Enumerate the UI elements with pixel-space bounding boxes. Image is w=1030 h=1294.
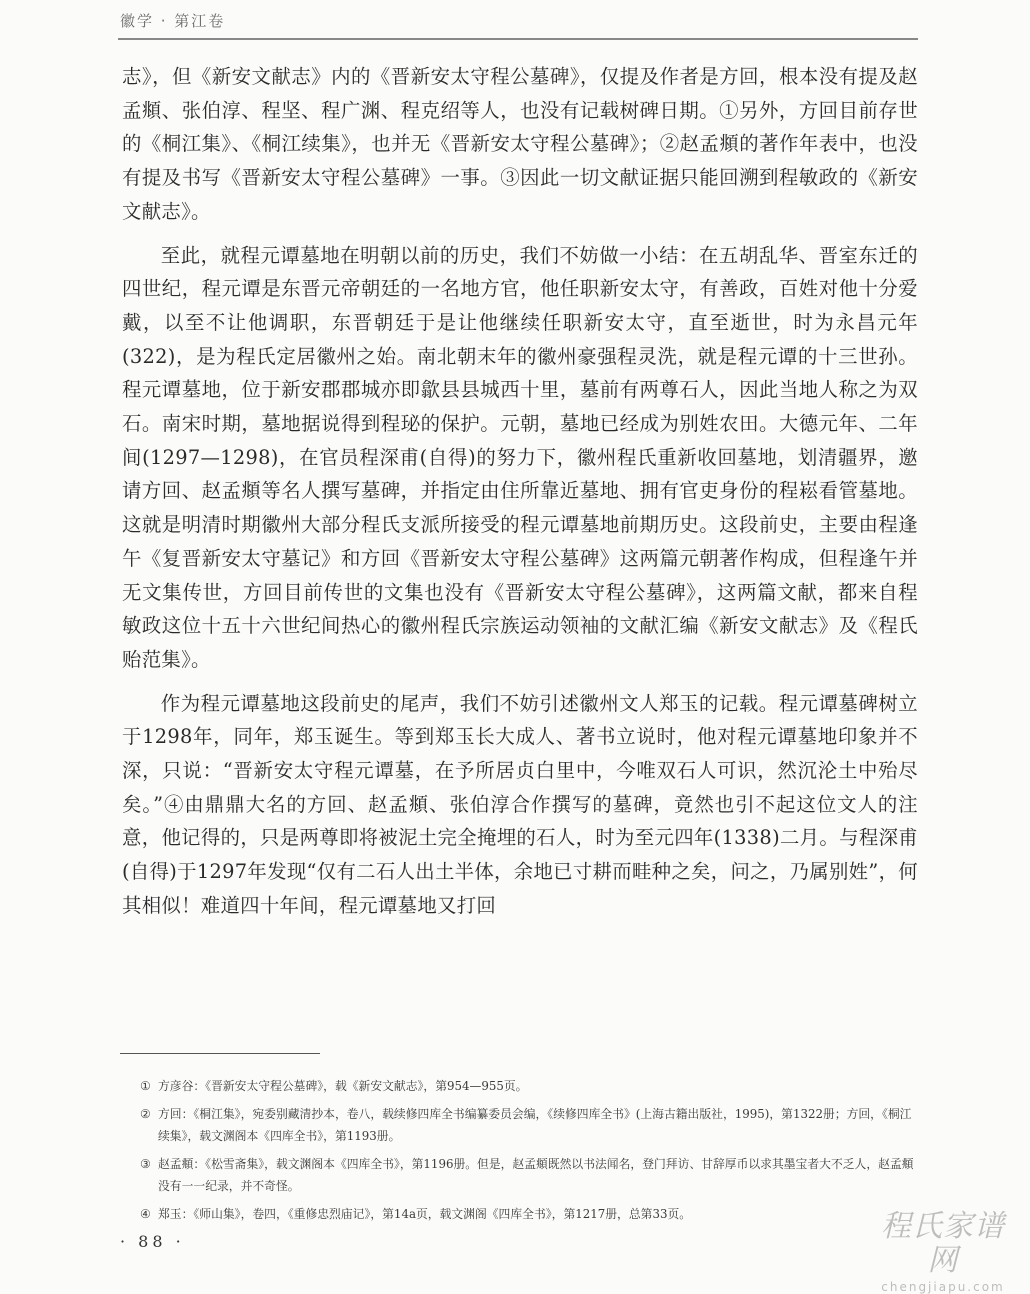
footnote-text: 郑玉：《师山集》，卷四，《重修忠烈庙记》，第14a页，载文渊阁《四库全书》，第1217册，总第33页。: [158, 1207, 692, 1221]
footnote-text: 方回：《桐江集》，宛委别藏清抄本，卷八，载续修四库全书编纂委员会编，《续修四库全书》(上海古籍出版社，1995)，第1322册；方回，《桐江续集》，载文渊阁本《四库全书》，第1193册。: [158, 1107, 912, 1143]
footnote-3: [120, 1153, 920, 1197]
body-paragraph-3: 作为程元谭墓地这段前史的尾声，我们不妨引述徽州文人郑玉的记载。程元谭墓碑树立于1298年，同年，郑玉诞生。等到郑玉长大成人、著书立说时，他对程元谭墓地印象并不深，只说：“晋新安太守程元谭墓，在予所居贞白里中，今唯双石人可识，然沉沦土中殆尽矣。”④由鼎鼎大名的方回、赵孟頫、张伯淳合作撰写的墓碑，竟然也引不起这位文人的注意，他记得的，只是两尊即将被泥土完全掩埋的石人，时为至元四年(1338)二月。与程深甫(自得)于1297年发现“仅有二石人出土半体，余地已寸耕而畦种之矣，问之，乃属别姓”，何其相似！难道四十年间，程元谭墓地又打回: [122, 691, 918, 917]
footnotes: [120, 1075, 920, 1231]
footnote-2: [120, 1103, 920, 1147]
footnote-marker: ③: [140, 1157, 151, 1171]
footnote-text: 赵孟頫：《松雪斋集》，载文渊阁本《四库全书》，第1196册。但是，赵孟頫既然以书法闻名，登门拜访、甘辞厚币以求其墨宝者大不乏人，赵孟頫没有一一纪录，并不奇怪。: [158, 1157, 914, 1193]
page-number: · 88 ·: [120, 1232, 185, 1251]
footnote-1: [120, 1075, 920, 1097]
footnote-4: [120, 1203, 920, 1225]
body-paragraph-1: 志》，但《新安文献志》内的《晋新安太守程公墓碑》，仅提及作者是方回，根本没有提及赵孟頫、张伯淳、程坚、程广渊、程克绍等人，也没有记载树碑日期。①另外，方回目前存世的《桐江集》、《桐江续集》，也并无《晋新安太守程公墓碑》；②赵孟頫的著作年表中，也没有提及书写《晋新安太守程公墓碑》一事。③因此一切文献证据只能回溯到程敏政的《新安文献志》。: [122, 65, 918, 223]
footnote-marker: ①: [140, 1079, 151, 1093]
watermark-url: chengjiapu.com: [881, 1280, 1005, 1294]
watermark: [868, 1210, 1018, 1294]
footnote-marker: ②: [140, 1107, 151, 1121]
header-rule: [118, 38, 918, 40]
body-paragraph-2: 至此，就程元谭墓地在明朝以前的历史，我们不妨做一小结：在五胡乱华、晋室东迁的四世纪，程元谭是东晋元帝朝廷的一名地方官，他任职新安太守，有善政，百姓对他十分爱戴，以至不让他调职，东晋朝廷于是让他继续任职新安太守，直至逝世，时为永昌元年(322)，是为程氏定居徽州之始。南北朝末年的徽州豪强程灵洗，就是程元谭的十三世孙。程元谭墓地，位于新安郡郡城亦即歙县县城西十里，墓前有两尊石人，因此当地人称之为双石。南宋时期，墓地据说得到程珌的保护。元朝，墓地已经成为别姓农田。大德元年、二年间(1297—1298)，在官员程深甫(自得)的努力下，徽州程氏重新收回墓地，划清疆界，邀请方回、赵孟頫等名人撰写墓碑，并指定由住所靠近墓地、拥有官吏身份的程崧看管墓地。这就是明清时期徽州大部分程氏支派所接受的程元谭墓地前期历史。这段前史，主要由程逢午《复晋新安太守墓记》和方回《晋新安太守程公墓碑》这两篇元朝著作构成，但程逢午并无文集传世，方回目前传世的文集也没有《晋新安太守程公墓碑》，这两篇文献，都来自程敏政这位十五十六世纪间热心的徽州程氏宗族运动领袖的文献汇编《新安文献志》及《程氏贻范集》。: [122, 243, 918, 671]
watermark-brand: 程氏家谱网: [881, 1209, 1005, 1278]
footnote-text: 方彦谷：《晋新安太守程公墓碑》，载《新安文献志》，第954—955页。: [158, 1079, 528, 1093]
footnote-rule: [120, 1053, 320, 1054]
body-text: [122, 60, 918, 923]
footnote-marker: ④: [140, 1207, 151, 1221]
running-head: 徽学 · 第江卷: [120, 12, 226, 30]
